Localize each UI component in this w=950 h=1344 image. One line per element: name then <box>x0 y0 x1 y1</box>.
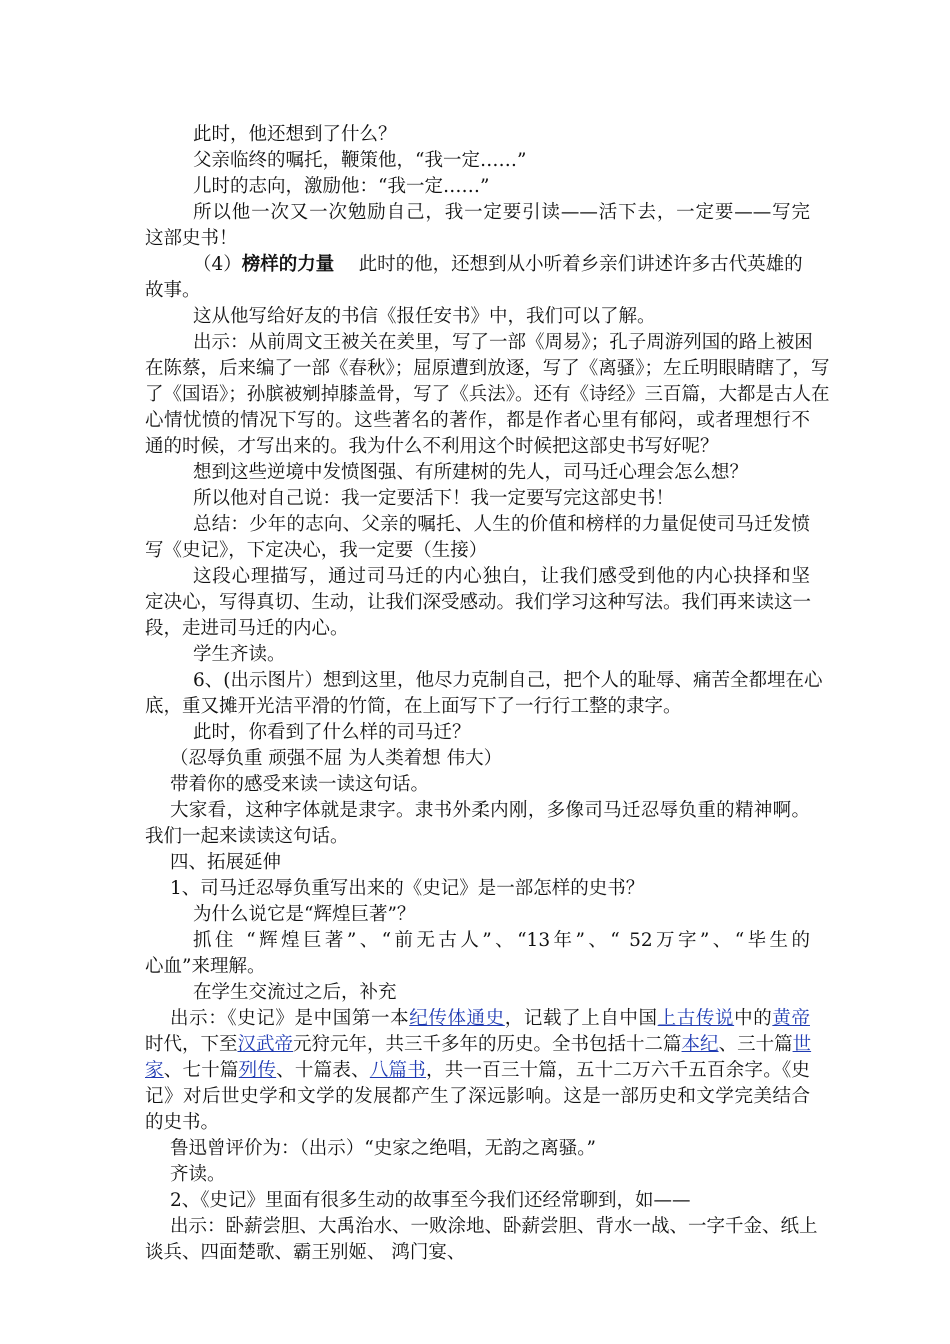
paragraph-line: 这从他写给好友的书信《报任安书》中，我们可以了解。 <box>193 306 656 327</box>
paragraph-line: 出示：《史记》是中国第一本纪传体通史，记载了上自中国上古传说中的黄帝 <box>170 1008 810 1029</box>
link-benji[interactable]: 本纪 <box>681 1034 719 1055</box>
paragraph-line: 心情忧愤的情况下写的。这些著名的著作，都是作者心里有郁闷，或者理想行不 <box>145 410 810 431</box>
paragraph-line: （忍辱负重 顽强不屈 为人类着想 伟大） <box>170 748 503 769</box>
paragraph-line: 鲁迅曾评价为：（出示）“史家之绝唱，无韵之离骚。” <box>170 1138 596 1159</box>
paragraph-line: 出示：卧薪尝胆、大禹治水、一败涂地、卧薪尝胆、背水一战、一字千金、纸上 <box>170 1216 818 1237</box>
paragraph-line: 故事。 <box>145 280 201 301</box>
paragraph-line: 所以他对自己说：我一定要活下！我一定要写完这部史书！ <box>193 488 675 509</box>
section-heading: 四、拓展延伸 <box>170 852 282 873</box>
paragraph-line: 了《国语》；孙膑被剜掉膝盖骨，写了《兵法》。还有《诗经》三百篇，大都是古人在 <box>145 384 830 405</box>
paragraph-line: 父亲临终的嘱托，鞭策他，“我一定……” <box>193 150 527 171</box>
link-liezhuan[interactable]: 列传 <box>238 1060 277 1081</box>
paragraph-line: 这段心理描写，通过司马迁的内心独白，让我们感受到他的内心抉择和坚 <box>193 566 810 587</box>
paragraph-line: 大家看，这种字体就是隶字。隶书外柔内刚，多像司马迁忍辱负重的精神啊。 <box>170 800 810 821</box>
paragraph-line: 2、《史记》里面有很多生动的故事至今我们还经常聊到，如—— <box>170 1190 691 1211</box>
paragraph-line: 我们一起来读读这句话。 <box>145 826 349 847</box>
paragraph-line: 总结：少年的志向、父亲的嘱托、人生的价值和榜样的力量促使司马迁发愤 <box>193 514 810 535</box>
paragraph-line: 想到这些逆境中发愤图强、有所建树的先人，司马迁心理会怎么想？ <box>193 462 749 483</box>
link-shijia[interactable]: 家 <box>145 1060 164 1081</box>
section-heading: 榜样的力量 <box>241 254 335 275</box>
paragraph-line: 时代，下至汉武帝元狩元年，共三千多年的历史。全书包括十二篇本纪、三十篇世 <box>145 1034 812 1055</box>
paragraph-line: 齐读。 <box>170 1164 226 1185</box>
paragraph-line: 的史书。 <box>145 1112 220 1133</box>
paragraph-line: 写《史记》，下定决心，我一定要（生接） <box>145 540 488 561</box>
paragraph-line: 通的时候，才写出来的。我为什么不利用这个时候把这部史书写好呢？ <box>145 436 719 457</box>
paragraph-line: 学生齐读。 <box>193 644 286 665</box>
paragraph-line: 带着你的感受来读一读这句话。 <box>170 774 430 795</box>
paragraph-line: 6、(出示图片）想到这里，他尽力克制自己，把个人的耻辱、痛苦全都埋在心 <box>193 670 823 691</box>
paragraph-line: 家、七十篇列传、十篇表、八篇书，共一百三十篇，五十二万六千五百余字。《史 <box>145 1060 810 1081</box>
paragraph-line: 谈兵、四面楚歌、霸王别姬、 鸿门宴、 <box>145 1242 466 1263</box>
paragraph-line: 定决心，写得真切、生动，让我们深受感动。我们学习这种写法。我们再来读这一 <box>145 592 812 613</box>
link-hanwudi[interactable]: 汉武帝 <box>237 1034 294 1055</box>
paragraph-line: 在学生交流过之后，补充 <box>193 982 397 1003</box>
paragraph-line: 底，重又摊开光洁平滑的竹简，在上面写下了一行行工整的隶字。 <box>145 696 682 717</box>
paragraph-line: 段，走进司马迁的内心。 <box>145 618 349 639</box>
link-jizhuanti-tongshi[interactable]: 纪传体通史 <box>409 1008 505 1029</box>
paragraph-line: 记》对后世史学和文学的发展都产生了深远影响。这是一部历史和文学完美结合 <box>145 1086 810 1107</box>
paragraph-line: 这部史书！ <box>145 228 238 249</box>
paragraph-line: 儿时的志向，激励他：“我一定……” <box>193 176 490 197</box>
paragraph-line: 此时，你看到了什么样的司马迁？ <box>193 722 471 743</box>
link-shijia[interactable]: 世 <box>792 1034 812 1055</box>
link-huangdi[interactable]: 黄帝 <box>772 1008 810 1029</box>
paragraph-line: 抓住 “辉煌巨著”、“前无古人”、“13年”、“ 52万字”、“毕生的 <box>193 930 810 951</box>
paragraph-line: （4）榜样的力量 此时的他，还想到从小听着乡亲们讲述许多古代英雄的 <box>193 254 803 275</box>
paragraph-line: 出示：从前周文王被关在羑里，写了一部《周易》；孔子周游列国的路上被困 <box>193 332 813 353</box>
paragraph-line: 所以他一次又一次勉励自己，我一定要引读——活下去，一定要——写完 <box>193 202 810 223</box>
paragraph-line: 心血”来理解。 <box>145 956 266 977</box>
link-shanggu-chuanshuo[interactable]: 上古传说 <box>657 1008 735 1029</box>
paragraph-line: 此时，他还想到了什么？ <box>193 124 397 145</box>
link-bapianshu[interactable]: 八篇书 <box>369 1060 427 1081</box>
paragraph-line: 为什么说它是“辉煌巨著”？ <box>193 904 416 925</box>
paragraph-line: 1、司马迁忍辱负重写出来的《史记》是一部怎样的史书？ <box>170 878 645 899</box>
paragraph-line: 在陈蔡，后来编了一部《春秋》；屈原遭到放逐，写了《离骚》；左丘明眼睛瞎了，写 <box>145 358 830 379</box>
